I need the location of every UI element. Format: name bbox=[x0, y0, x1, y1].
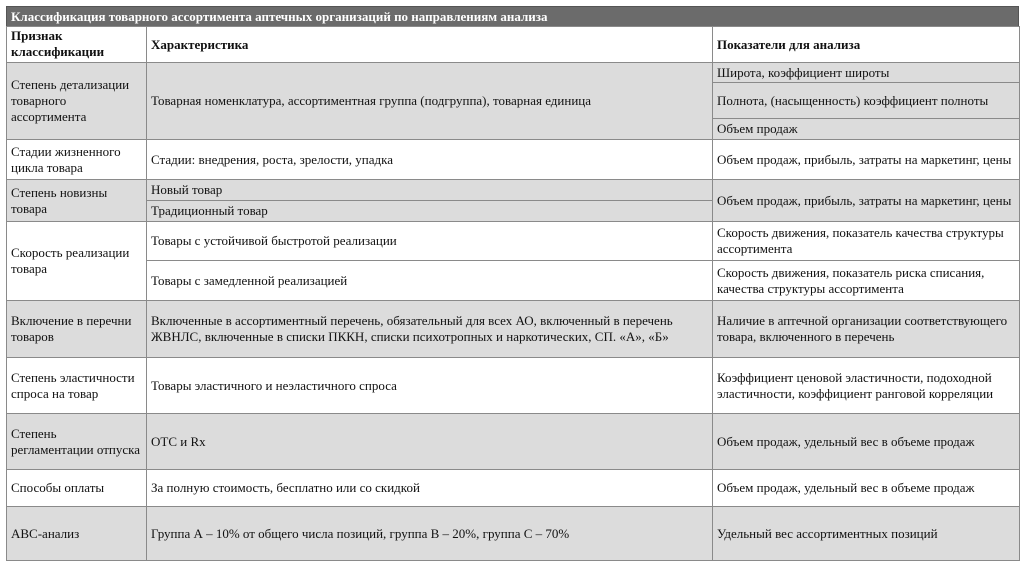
feature-cell: Включение в перечни товаров bbox=[7, 301, 147, 358]
table-row bbox=[7, 414, 1020, 470]
characteristic-cell: Стадии: внедрения, роста, зрелости, упадка bbox=[147, 140, 713, 180]
indicator-cell: Объем продаж bbox=[713, 119, 1020, 140]
characteristic-cell: Группа А – 10% от общего числа позиций, группа В – 20%, группа С – 70% bbox=[147, 507, 713, 561]
indicator-cell: Широта, коэффициент широты bbox=[713, 63, 1020, 83]
table-row bbox=[7, 140, 1020, 180]
indicator-cell: Коэффициент ценовой эластичности, подоходной эластичности, коэффициент ранговой корреляции bbox=[713, 358, 1020, 414]
characteristic-cell: За полную стоимость, бесплатно или со скидкой bbox=[147, 470, 713, 507]
indicator-cell: Удельный вес ассортиментных позиций bbox=[713, 507, 1020, 561]
characteristic-cell: Товарная номенклатура, ассортиментная группа (подгруппа), товарная единица bbox=[147, 63, 713, 140]
header-characteristic: Характеристика bbox=[147, 27, 713, 63]
table-row bbox=[7, 507, 1020, 561]
feature-cell: ABC-анализ bbox=[7, 507, 147, 561]
characteristic-cell: ОТС и Rx bbox=[147, 414, 713, 470]
indicator-cell: Объем продаж, прибыль, затраты на маркетинг, цены bbox=[713, 180, 1020, 222]
table-row bbox=[7, 261, 1020, 301]
indicator-cell: Наличие в аптечной организации соответствующего товара, включенного в перечень bbox=[713, 301, 1020, 358]
indicator-cell: Скорость движения, показатель риска списания, качества структуры ассортимента bbox=[713, 261, 1020, 301]
header-feature: Признак классификации bbox=[7, 27, 147, 63]
table-row bbox=[7, 470, 1020, 507]
header-indicators: Показатели для анализа bbox=[713, 27, 1020, 63]
feature-cell: Степень регламентации отпуска bbox=[7, 414, 147, 470]
indicator-cell: Объем продаж, прибыль, затраты на маркетинг, цены bbox=[713, 140, 1020, 180]
table-row bbox=[7, 358, 1020, 414]
feature-cell: Степень новизны товара bbox=[7, 180, 147, 222]
characteristic-cell: Товары эластичного и неэластичного спроса bbox=[147, 358, 713, 414]
indicator-cell: Полнота, (насыщенность) коэффициент полноты bbox=[713, 83, 1020, 119]
characteristic-cell: Новый товар bbox=[147, 180, 713, 201]
table-title: Классификация товарного ассортимента аптечных организаций по направлениям анализа bbox=[6, 6, 1019, 26]
characteristic-cell: Традиционный товар bbox=[147, 201, 713, 222]
table-container bbox=[6, 6, 1019, 561]
feature-cell: Способы оплаты bbox=[7, 470, 147, 507]
indicator-cell: Объем продаж, удельный вес в объеме продаж bbox=[713, 414, 1020, 470]
feature-cell: Степень эластичности спроса на товар bbox=[7, 358, 147, 414]
header-row bbox=[7, 27, 1020, 63]
table-row bbox=[7, 63, 1020, 83]
table-row bbox=[7, 301, 1020, 358]
characteristic-cell: Товары с замедленной реализацией bbox=[147, 261, 713, 301]
indicator-cell: Объем продаж, удельный вес в объеме продаж bbox=[713, 470, 1020, 507]
table-row bbox=[7, 222, 1020, 261]
characteristic-cell: Товары с устойчивой быстротой реализации bbox=[147, 222, 713, 261]
indicator-cell: Скорость движения, показатель качества структуры ассортимента bbox=[713, 222, 1020, 261]
feature-cell: Скорость реализации товара bbox=[7, 222, 147, 301]
feature-cell: Степень детализации товарного ассортимента bbox=[7, 63, 147, 140]
feature-cell: Стадии жизненного цикла товара bbox=[7, 140, 147, 180]
table-row bbox=[7, 180, 1020, 201]
classification-table bbox=[6, 26, 1020, 561]
characteristic-cell: Включенные в ассортиментный перечень, обязательный для всех АО, включенный в перечень ЖВНЛС, включенные в списки ПККН, списки психотропных и наркотических, СП. «А», «Б» bbox=[147, 301, 713, 358]
